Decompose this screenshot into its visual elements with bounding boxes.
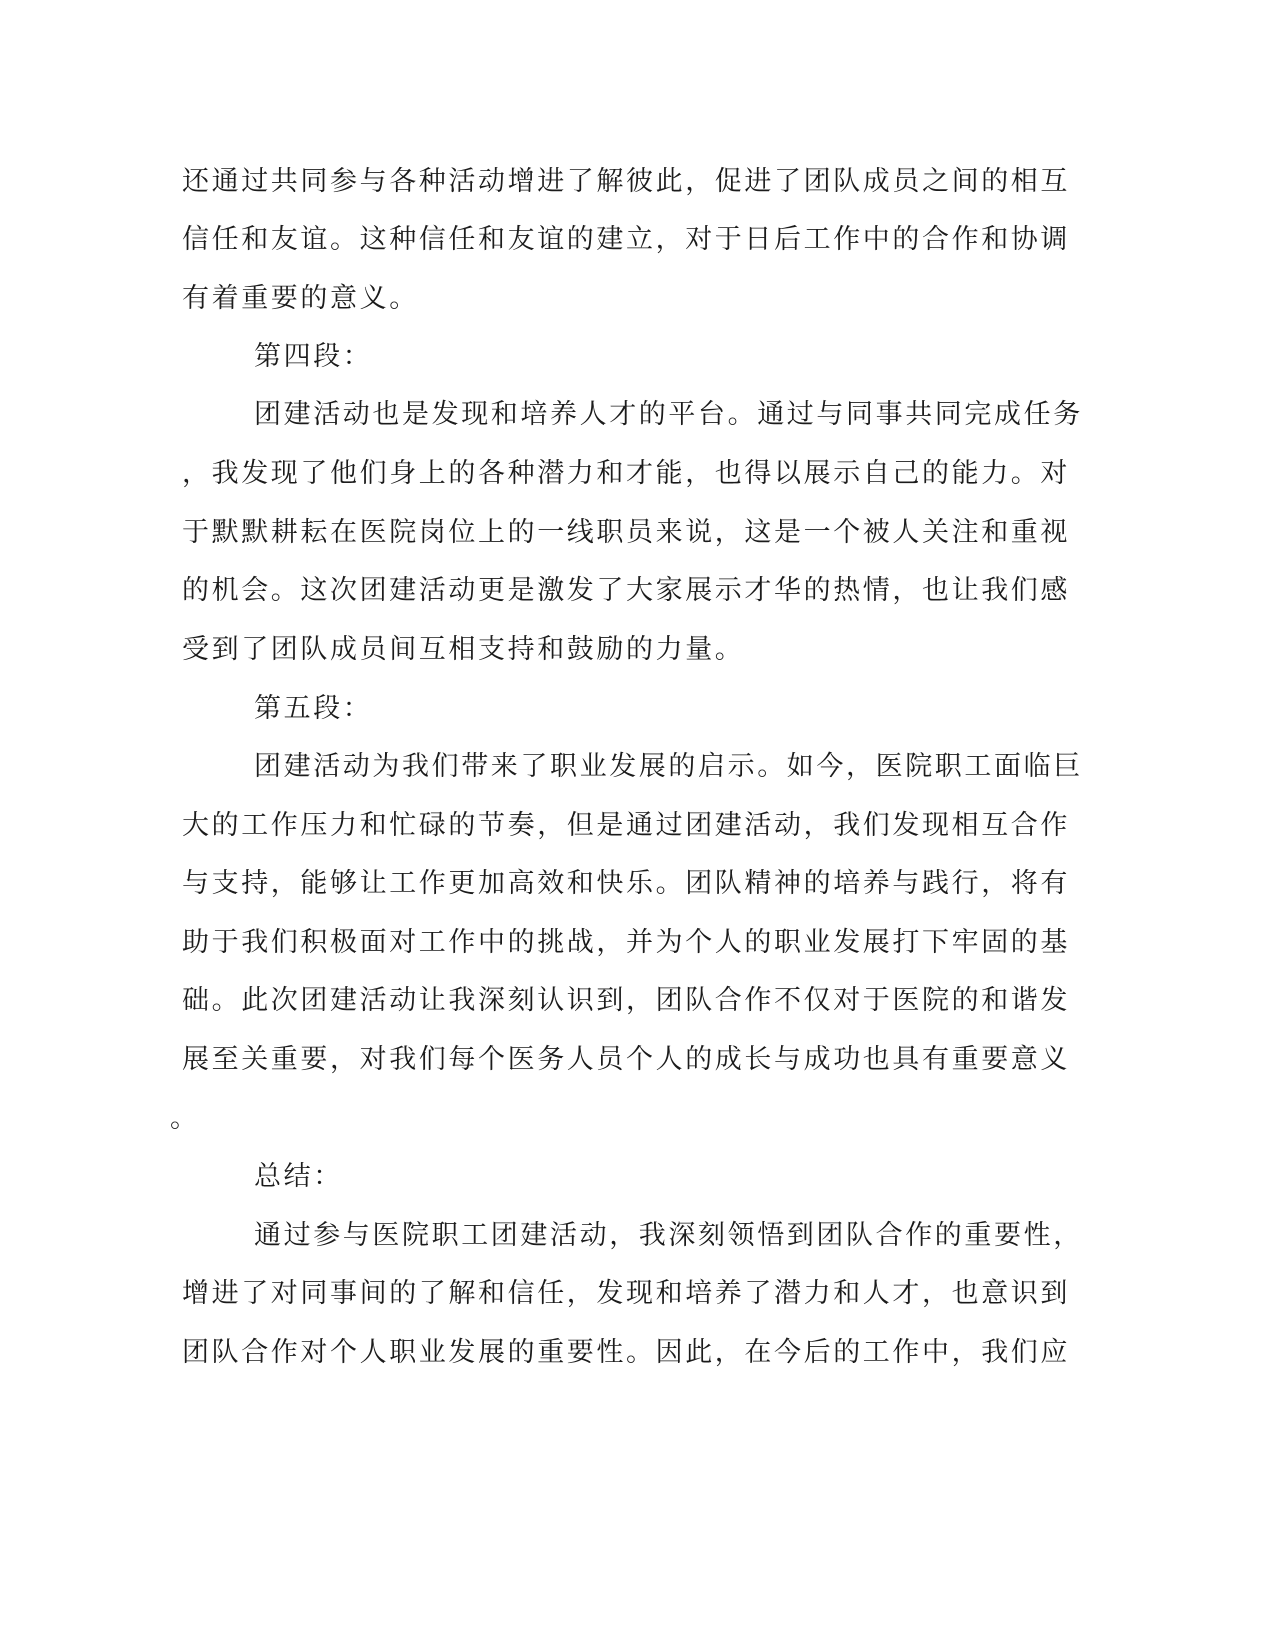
- text-line: 与支持，能够让工作更加高效和快乐。团队精神的培养与践行，将有: [182, 868, 1070, 899]
- text-line: 受到了团队成员间互相支持和鼓励的力量。: [182, 634, 745, 665]
- text-line: 有着重要的意义。: [182, 283, 419, 314]
- text-line: 助于我们积极面对工作中的挑战，并为个人的职业发展打下牢固的基: [182, 927, 1070, 958]
- text-line: 。: [170, 1103, 200, 1134]
- text-line: 增进了对同事间的了解和信任，发现和培养了潜力和人才，也意识到: [182, 1278, 1070, 1309]
- text-line: 团建活动为我们带来了职业发展的启示。如今，医院职工面临巨: [254, 751, 1083, 782]
- text-line: 的机会。这次团建活动更是激发了大家展示才华的热情，也让我们感: [182, 575, 1070, 606]
- text-line: 通过参与医院职工团建活动，我深刻领悟到团队合作的重要性，: [254, 1220, 1083, 1251]
- text-line: ，我发现了他们身上的各种潜力和才能，也得以展示自己的能力。对: [182, 458, 1070, 489]
- text-line: 团队合作对个人职业发展的重要性。因此，在今后的工作中，我们应: [182, 1337, 1070, 1368]
- section-heading: 总结：: [254, 1161, 343, 1192]
- text-line: 还通过共同参与各种活动增进了解彼此，促进了团队成员之间的相互: [182, 166, 1070, 197]
- text-line: 于默默耕耘在医院岗位上的一线职员来说，这是一个被人关注和重视: [182, 517, 1070, 548]
- section-heading: 第四段：: [254, 341, 373, 372]
- text-line: 信任和友谊。这种信任和友谊的建立，对于日后工作中的合作和协调: [182, 224, 1070, 255]
- text-line: 大的工作压力和忙碌的节奏，但是通过团建活动，我们发现相互合作: [182, 810, 1070, 841]
- section-heading: 第五段：: [254, 693, 373, 724]
- text-line: 础。此次团建活动让我深刻认识到，团队合作不仅对于医院的和谐发: [182, 985, 1070, 1016]
- text-line: 团建活动也是发现和培养人才的平台。通过与同事共同完成任务: [254, 399, 1083, 430]
- text-line: 展至关重要，对我们每个医务人员个人的成长与成功也具有重要意义: [182, 1044, 1070, 1075]
